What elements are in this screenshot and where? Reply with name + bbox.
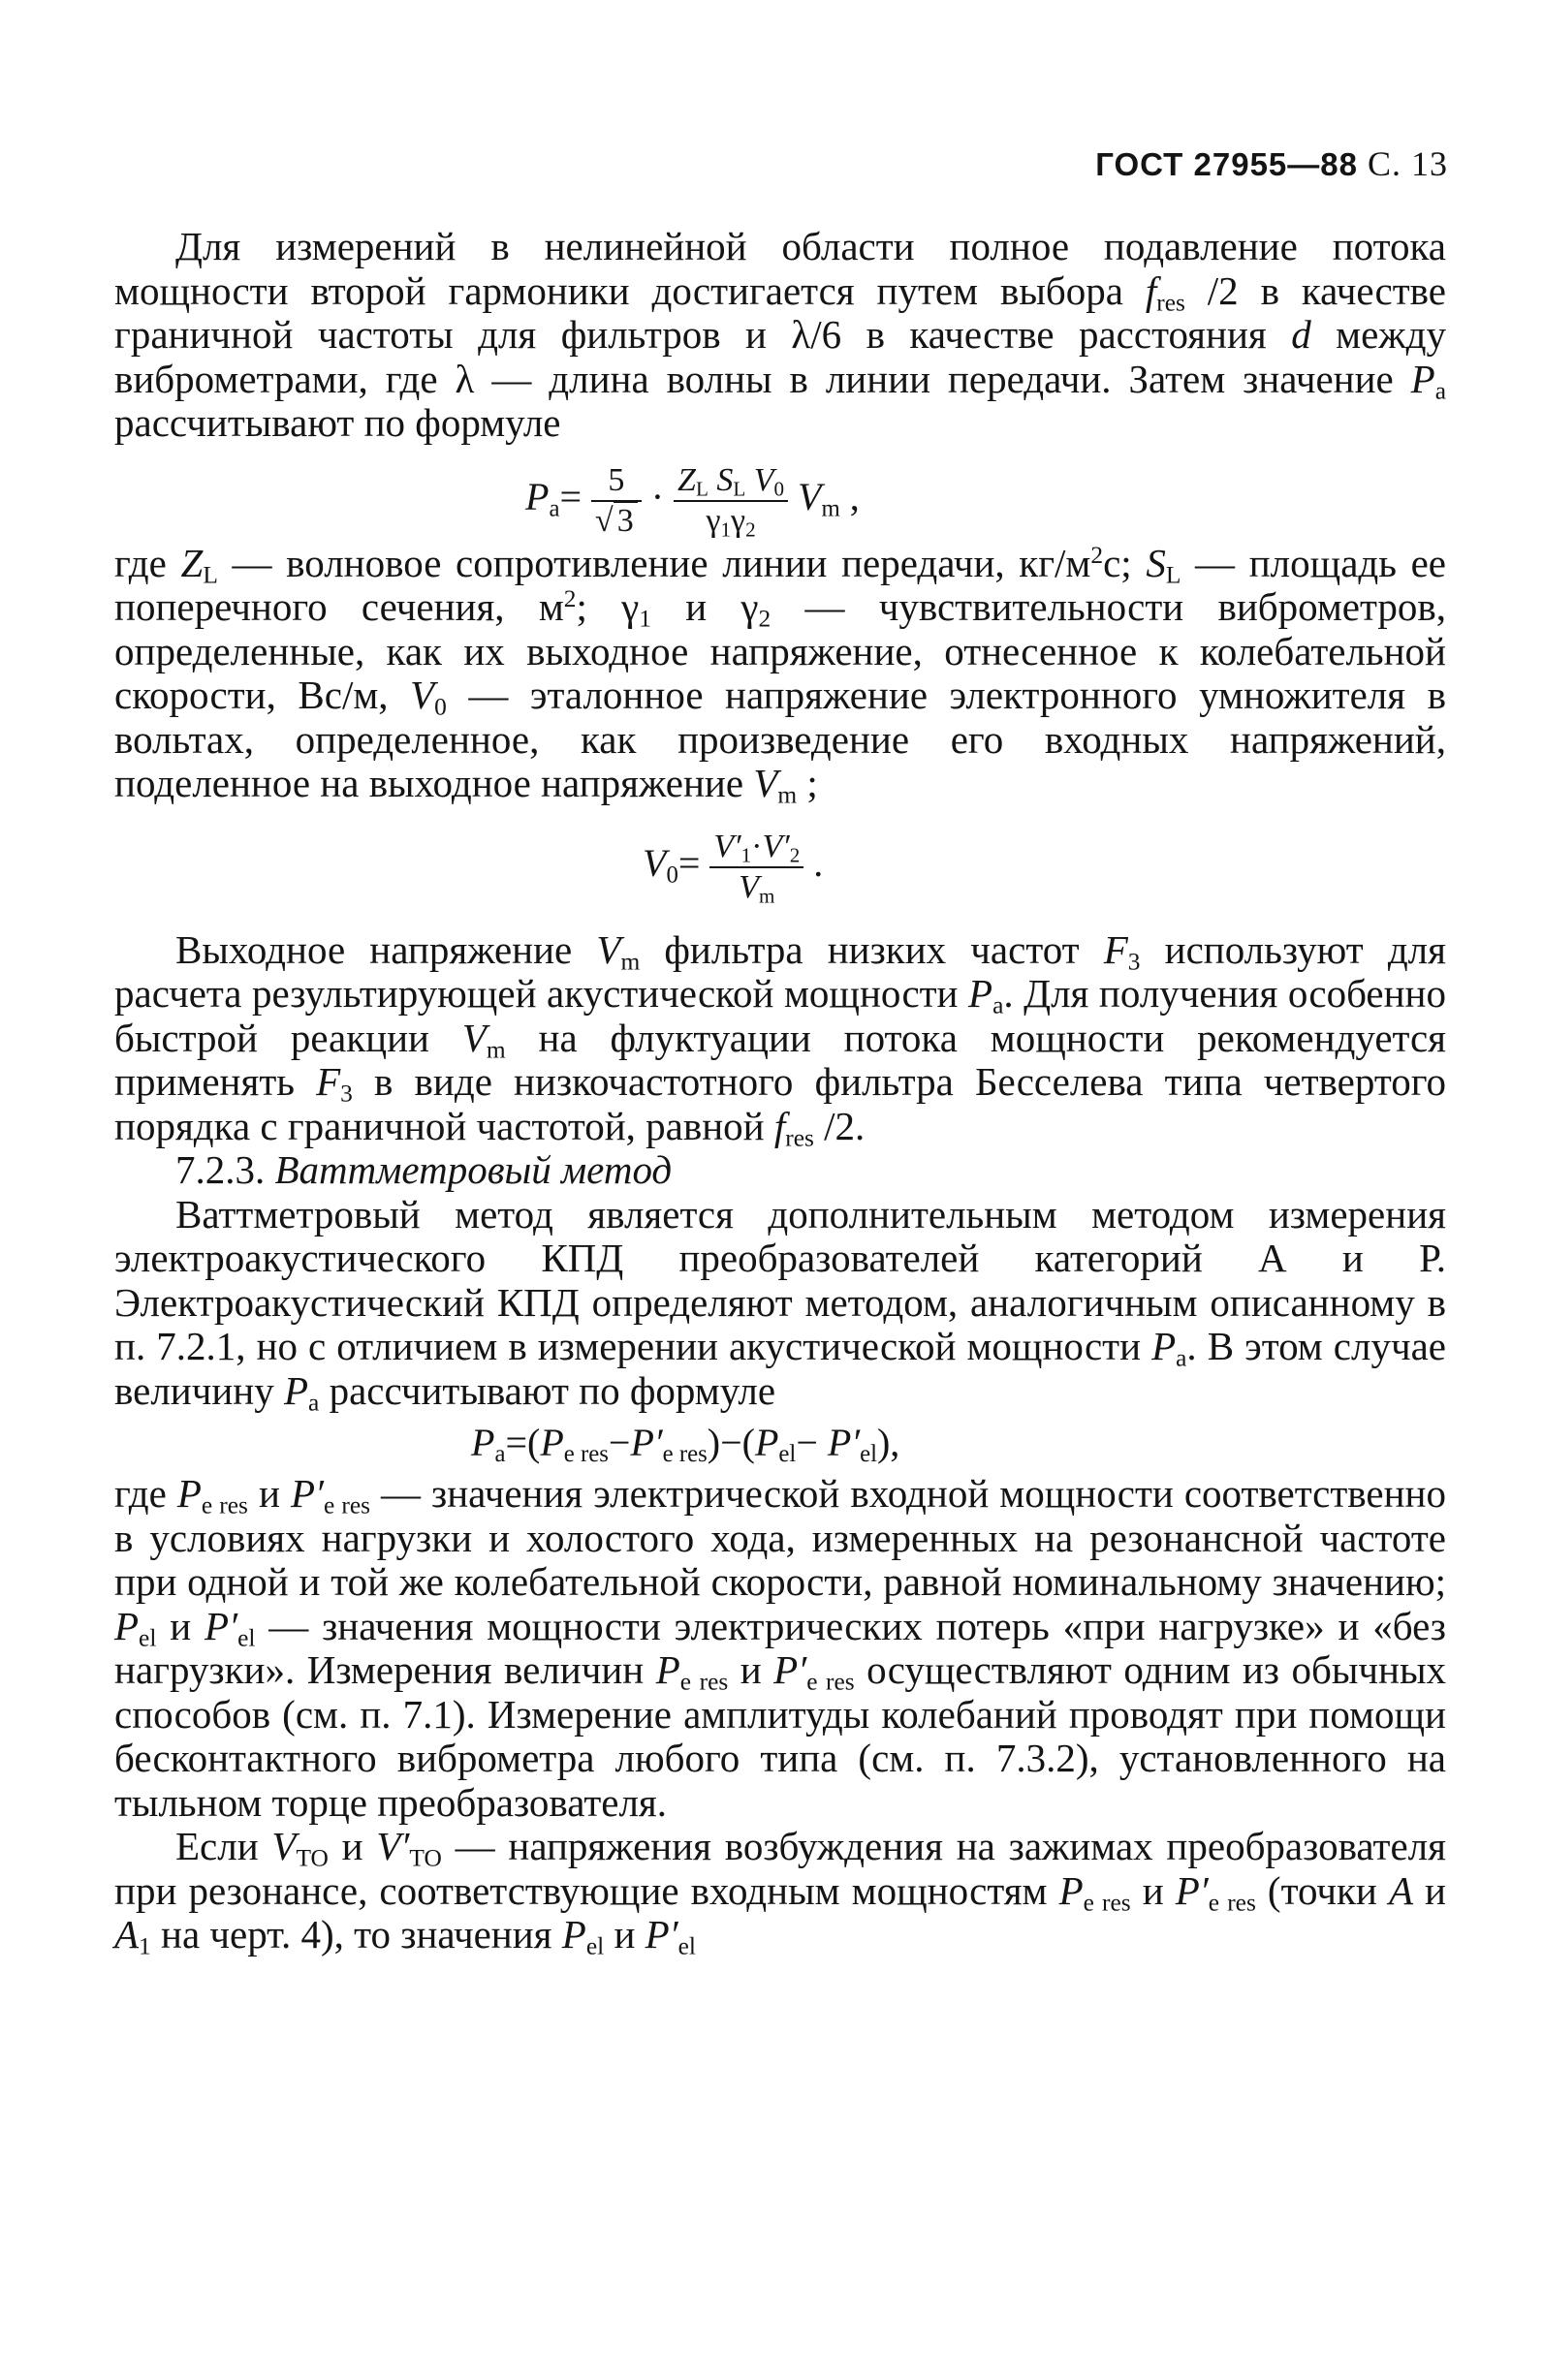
paragraph-where-pe: где $P_{e res}$ и $P'_{e res}$ — значения электрической входной мощности соответственно в условиях нагрузки и холостого хода, измеренных на резонансной частоте при одной и той же колебательной скорости, равной номинальному значению; $P_{el}$ и $P'_{el}$ — значения мощности электрических потерь «при нагрузке» и «без нагрузки». Измерения величин $P_{e res}$ и $P'_{e res}$ осуществляют одним из обычных способов (см. п. 7.1). Измерение амплитуды колебаний проводят при помощи бесконтактного виброметра любого типа (см. п. 7.3.2), установленного на тыльном торце преобразователя.: [114, 1471, 1447, 1825]
formula-acoustic-power: $P_a=$ $\frac{5}{√ 3}$ · $\frac{Z_L S_L V_0}{\gamma_1\gamma_2}$ $V_m$ ,: [525, 461, 860, 541]
paragraph-where-zl: где $Z_L$ — волновое сопротивление линии передачи, $кг/м^2с$; $S_L$ — площадь ее поперечного сечения, $м^2$; $\gamma_1$ и $\gamma_2$ — чувствительности виброметров, определенные, как их выходное напряжение, отнесенное к колебательной скорости, Вс/м, $V_0$ — эталонное напряжение электронного умножителя в вольтах, определенное, как произведение его входных напряжений, поделенное на выходное напряжение $V_m$ ;: [114, 540, 1447, 809]
fraction-zl-sl-v0: $\frac{Z_L S_L V_0}{\gamma_1\gamma_2}$: [674, 461, 788, 541]
page-header: [1095, 143, 1448, 184]
formula-reference-voltage: $V_0=$ $\frac{V'_1\cdot V'_2}{V_m}$ .: [643, 828, 824, 907]
fraction-v1-v2: $\frac{V'_1\cdot V'_2}{V_m}$: [709, 828, 803, 907]
section-number: 7.2.3.: [175, 1147, 266, 1192]
page-number: С. 13: [1367, 144, 1448, 183]
formula-wattmeter-power: $P_a=(P_{e res}-P'_{e res})-(P_{el}- P'_{el})$,: [471, 1421, 900, 1468]
section-heading: [175, 1148, 1446, 1193]
paragraph-nonlinear: Для измерений в нелинейной области полное подавление потока мощности второй гармоники достигается путем выбора $f_{res}$ /2 в качестве граничной частоты для фильтров и λ/6 в качестве расстояния d между виброметрами, где λ — длина волны в линии передачи. Затем значение $P_a$ рассчитывают по формуле: [114, 224, 1446, 445]
paragraph-excitation-voltage: Если $V_{TO}$ и $V'_{TO}$ — напряжения возбуждения на зажимах преобразователя при резонансе, соответствующие входным мощностям $P_{e res}$ и $P'_{e res}$ (точки A и $A_1$ на черт. 4), то значения $P_{el}$ и $P'_{el}$: [114, 1824, 1446, 1960]
document-body: [114, 224, 1447, 1960]
paragraph-wattmeter: Ваттметровый метод является дополнительным методом измерения электроакустического КПД преобразователей категорий А и Р. Электроакустический КПД определяют методом, аналогичным описанному в п. 7.2.1, но с отличием в измерении акустической мощности $P_a$. В этом случае величину $P_a$ рассчитывают по формуле: [114, 1191, 1446, 1416]
section-title: Ваттметровый метод: [274, 1147, 673, 1192]
standard-number: ГОСТ 27955—88: [1095, 146, 1358, 182]
paragraph-output-voltage: Выходное напряжение $V_m$ фильтра низких частот $F_3$ используют для расчета результирующей акустической мощности $P_a$. Для получения особенно быстрой реакции $V_m$ на флуктуации потока мощности рекомендуется применять $F_3$ в виде низкочастотного фильтра Бесселева типа четвертого порядка с граничной частотой, равной $f_{res}$ /2.: [114, 926, 1446, 1151]
fraction-5-sqrt3: $\frac{5}{√ 3}$: [591, 461, 642, 541]
